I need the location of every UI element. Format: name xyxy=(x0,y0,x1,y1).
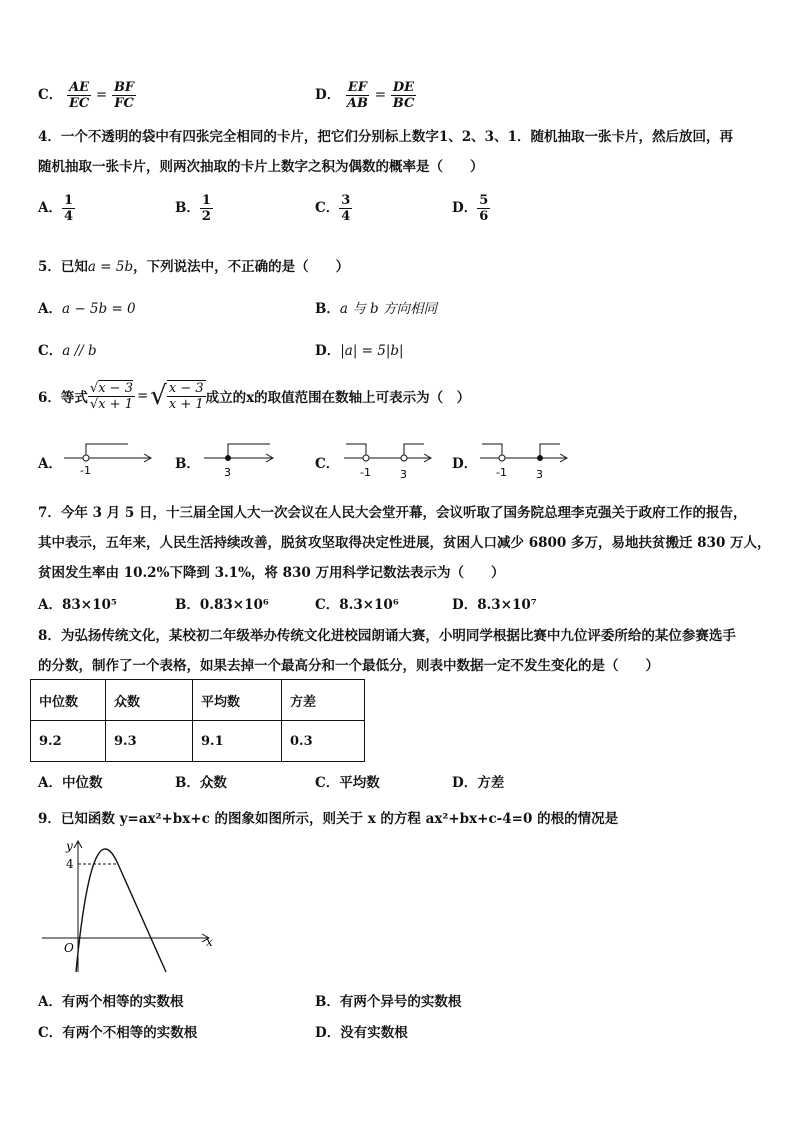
fraction: $\frac{DE}{BC}$ xyxy=(392,80,415,111)
q6-label-a: A． xyxy=(38,456,62,472)
svg-text:y: y xyxy=(66,839,73,853)
fraction: $\frac{EF}{AB}$ xyxy=(346,80,368,111)
q5-option-a: A．a − 5b = 0 xyxy=(38,301,136,317)
q6-stem: 6．等式 $\frac{√x - 3}{√x + 1}$ = √ $\frac{x - 3}{x + 1}$ 成立的x的取值范围在数轴上可表示为（ ） xyxy=(38,380,471,412)
fraction: $\frac{AE}{EC}$ xyxy=(68,80,90,111)
q6-label-c: C． xyxy=(315,456,340,472)
svg-text:-1: -1 xyxy=(80,464,91,477)
q5-stem: 5．已知a = 5b，下列说法中，不正确的是（ ） xyxy=(38,259,350,275)
q6-label-b: B． xyxy=(175,456,200,472)
score-table xyxy=(30,679,365,762)
q8-option-a: A．中位数 xyxy=(38,775,103,791)
radical-fraction: $\frac{√x - 3}{√x + 1}$ xyxy=(89,380,133,412)
table-row: 中位数 众数 平均数 方差 xyxy=(31,680,365,721)
q6-numberline-d xyxy=(476,438,572,482)
q6-numberline-c xyxy=(340,438,436,482)
svg-text:O: O xyxy=(64,941,74,955)
q7-line3: 贫困发生率由 10.2%下降到 3.1%，将 830 万用科学记数法表示为（ ） xyxy=(38,565,505,581)
q4-line2: 随机抽取一张卡片，则两次抽取的卡片上数字之积为偶数的概率是（ ） xyxy=(38,159,484,175)
q5-option-d: D．|a| = 5|b| xyxy=(315,343,404,359)
q9-parabola-graph xyxy=(36,836,220,976)
q5-option-c: C．a // b xyxy=(38,343,97,359)
svg-text:3: 3 xyxy=(224,466,231,479)
q9-option-d: D．没有实数根 xyxy=(315,1025,408,1041)
q9-option-b: B．有两个异号的实数根 xyxy=(315,994,462,1010)
q7-option-a: A．83×10⁵ xyxy=(38,597,117,613)
q7-option-d: D．8.3×10⁷ xyxy=(452,597,537,613)
q5-option-b: B．a 与 b 方向相同 xyxy=(315,301,437,317)
q4-option-a: A． $\frac{1}{4}$ xyxy=(38,193,74,224)
q8-option-d: D．方差 xyxy=(452,775,505,791)
svg-text:-1: -1 xyxy=(496,466,507,479)
fraction: $\frac{BF}{FC}$ xyxy=(113,80,135,111)
q7-option-c: C．8.3×10⁶ xyxy=(315,597,399,613)
q9-option-a: A．有两个相等的实数根 xyxy=(38,994,184,1010)
svg-text:x: x xyxy=(206,935,213,949)
q4-option-d: D． $\frac{5}{6}$ xyxy=(452,193,489,224)
table-row: 9.2 9.3 9.1 0.3 xyxy=(31,721,365,762)
q8-option-b: B．众数 xyxy=(175,775,227,791)
q6-numberline-a xyxy=(64,438,156,478)
q7-line1: 7．今年 3 月 5 日，十三届全国人大一次会议在人民大会堂开幕，会议听取了国务院总理李克强关于政府工作的报告， xyxy=(38,505,747,521)
q8-line1: 8．为弘扬传统文化，某校初二年级举办传统文化进校园朗诵大赛，小明同学根据比赛中九位评委所给的某位参赛选手 xyxy=(38,628,736,644)
q8-line2: 的分数，制作了一个表格，如果去掉一个最高分和一个最低分，则表中数据一定不发生变化的是（ ） xyxy=(38,658,659,674)
q4-line1: 4．一个不透明的袋中有四张完全相同的卡片，把它们分别标上数字1、2、3、1．随机抽取一张卡片，然后放回，再 xyxy=(38,129,733,145)
q4-option-c: C． $\frac{3}{4}$ xyxy=(315,193,351,224)
q7-line2: 其中表示，五年来，人民生活持续改善，脱贫攻坚取得决定性进展，贫困人口减少 6800 多万，易地扶贫搬迁 830 万人， xyxy=(38,535,771,551)
radical-of-fraction: √ $\frac{x - 3}{x + 1}$ xyxy=(150,381,204,412)
svg-text:3: 3 xyxy=(536,468,543,481)
q9-stem: 9．已知函数 y=ax²+bx+c 的图象如图所示，则关于 x 的方程 ax²+bx+c-4=0 的根的情况是 xyxy=(38,811,619,827)
q3-option-d: D． $\frac{EF}{AB}$ = $\frac{DE}{BC}$ xyxy=(315,80,415,111)
svg-text:3: 3 xyxy=(400,468,407,481)
q6-numberline-b xyxy=(200,438,278,482)
q8-option-c: C．平均数 xyxy=(315,775,380,791)
q3-option-c: C． $\frac{AE}{EC}$ = $\frac{BF}{FC}$ xyxy=(38,80,135,111)
q4-option-b: B． $\frac{1}{2}$ xyxy=(175,193,211,224)
q7-option-b: B．0.83×10⁶ xyxy=(175,597,269,613)
q9-option-c: C．有两个不相等的实数根 xyxy=(38,1025,198,1041)
svg-text:-1: -1 xyxy=(360,466,371,479)
q6-label-d: D． xyxy=(452,456,478,472)
svg-text:4: 4 xyxy=(66,857,74,871)
